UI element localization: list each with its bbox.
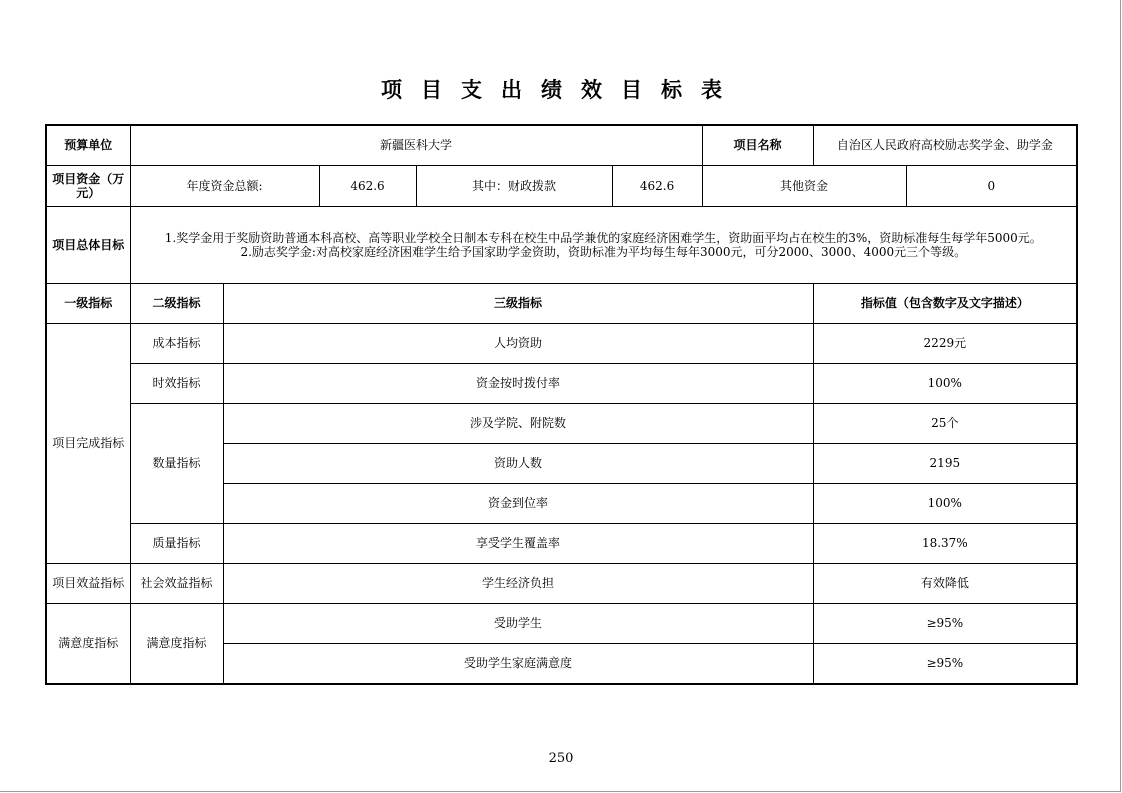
table-row <box>46 523 1077 563</box>
indicator-cell: 学生经济负担 <box>223 563 813 603</box>
goal-text <box>130 206 1077 283</box>
indicator-value: 18.37% <box>813 523 1077 563</box>
indicator-value: 25个 <box>813 403 1077 443</box>
indicator-value: 有效降低 <box>813 563 1077 603</box>
indicator-cell: 受助学生家庭满意度 <box>223 643 813 684</box>
col-level2-header: 二级指标 <box>130 283 223 323</box>
header-row <box>46 125 1077 165</box>
funds-row <box>46 165 1077 206</box>
indicator-value: 2195 <box>813 443 1077 483</box>
subgroup-cost: 成本指标 <box>130 323 223 363</box>
indicator-cell: 受助学生 <box>223 603 813 643</box>
annual-total-value: 462.6 <box>319 165 416 206</box>
indicator-value: 2229元 <box>813 323 1077 363</box>
subgroup-social: 社会效益指标 <box>130 563 223 603</box>
other-funds-label: 其他资金 <box>702 165 906 206</box>
table-row <box>46 363 1077 403</box>
budget-unit-value: 新疆医科大学 <box>130 125 702 165</box>
annual-total-label: 年度资金总额: <box>130 165 319 206</box>
col-level1-header: 一级指标 <box>46 283 130 323</box>
indicator-cell: 享受学生覆盖率 <box>223 523 813 563</box>
subgroup-quality: 质量指标 <box>130 523 223 563</box>
subgroup-timeliness: 时效指标 <box>130 363 223 403</box>
fiscal-value: 462.6 <box>612 165 702 206</box>
indicator-value: 100% <box>813 363 1077 403</box>
indicator-value: 100% <box>813 483 1077 523</box>
project-name-label: 项目名称 <box>702 125 813 165</box>
indicator-value: ≥95% <box>813 643 1077 684</box>
indicator-cell: 资金按时拨付率 <box>223 363 813 403</box>
group-completion: 项目完成指标 <box>46 323 130 563</box>
funds-label: 项目资金（万元） <box>46 165 130 206</box>
subgroup-satisfaction: 满意度指标 <box>130 603 223 684</box>
subgroup-quantity: 数量指标 <box>130 403 223 523</box>
indicator-cell: 涉及学院、附院数 <box>223 403 813 443</box>
indicator-cell: 资金到位率 <box>223 483 813 523</box>
indicator-cell: 资助人数 <box>223 443 813 483</box>
page-title: 项目支出绩效目标表 <box>381 78 741 102</box>
project-name-value: 自治区人民政府高校励志奖学金、助学金 <box>813 125 1077 165</box>
fiscal-label: 其中：财政拨款 <box>416 165 612 206</box>
table-row <box>46 323 1077 363</box>
indicator-value: ≥95% <box>813 603 1077 643</box>
table-row <box>46 403 1077 443</box>
table-row <box>46 603 1077 643</box>
group-benefit: 项目效益指标 <box>46 563 130 603</box>
goal-row <box>46 206 1077 283</box>
budget-unit-label: 预算单位 <box>46 125 130 165</box>
indicator-cell: 人均资助 <box>223 323 813 363</box>
group-satisfaction: 满意度指标 <box>46 603 130 684</box>
col-level3-header: 三级指标 <box>223 283 813 323</box>
performance-table <box>45 124 1078 685</box>
column-header-row <box>46 283 1077 323</box>
page-number: 250 <box>548 751 574 766</box>
col-value-header: 指标值（包含数字及文字描述） <box>813 283 1077 323</box>
goal-line-1: 1.奖学金用于奖励资助普通本科高校、高等职业学校全日制本专科在校生中品学兼优的家庭经济困难学生，资助面平均占在校生的3%，资助标准每生每学年5000元。 <box>164 230 1042 245</box>
goal-label: 项目总体目标 <box>46 206 130 283</box>
goal-line-2: 2.励志奖学金:对高校家庭经济困难学生给予国家助学金资助，资助标准为平均每生每年3000元，可分2000、3000、4000元三个等级。 <box>240 244 967 259</box>
table-row <box>46 563 1077 603</box>
other-funds-value: 0 <box>906 165 1077 206</box>
